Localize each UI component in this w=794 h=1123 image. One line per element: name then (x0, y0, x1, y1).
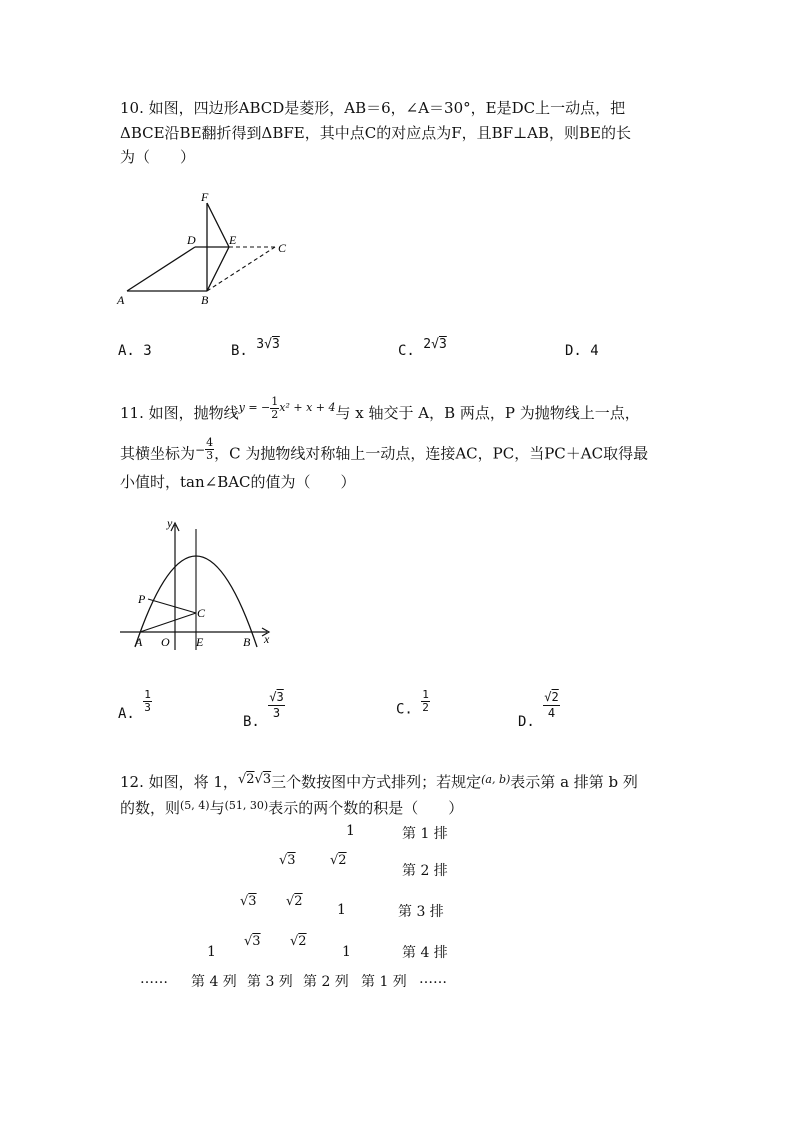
label-C: C (197, 606, 206, 620)
q11-line3: 小值时，tan∠BAC的值为（ ） (120, 473, 356, 491)
q10-line2: ΔBCE沿BE翻折得到ΔBFE，其中点C的对应点为F，且BF⊥AB，则BE的长 (120, 124, 631, 142)
q10-line3: 为（ ） (120, 148, 196, 166)
q11-option-d[interactable]: D. $\frac{√2}{4}$ (518, 690, 559, 730)
row2-sqrt3: √3 (279, 853, 296, 868)
q11-option-b[interactable]: B. $\frac{√3}{3}$ (243, 690, 284, 730)
q11-parabola-figure (115, 515, 280, 655)
row2-sqrt2: √2 (330, 853, 347, 868)
q10-option-b[interactable]: B. 3√3 (231, 337, 280, 359)
q11-option-c[interactable]: C. $\frac{1}{2}$ (396, 688, 429, 718)
col-ellipsis-right: …… (419, 971, 447, 987)
col-2-label: 第 2 列 (303, 974, 349, 990)
q11-line2: 其横坐标为− $\frac{4}{3}$ ，C 为抛物线对称轴上一动点，连接AC，PC，当PC＋AC取得最 (120, 436, 649, 463)
row4-sqrt3: √3 (244, 934, 261, 949)
col-ellipsis-left: …… (140, 971, 168, 987)
label-A: A (117, 293, 125, 307)
row3-one: 1 (337, 902, 346, 918)
row1-one: 1 (346, 823, 355, 839)
label-B: B (243, 635, 251, 649)
q10-option-c[interactable]: C. 2√3 (398, 337, 447, 359)
q12-line2: 的数，则$^{(5, 4)}$与$^{(51, 30)}$表示的两个数的积是（ ） (120, 799, 464, 817)
row4-one-a: 1 (207, 944, 216, 960)
row3-sqrt3: √3 (240, 894, 257, 909)
q10-rhombus-figure (115, 188, 305, 313)
row3-sqrt2: √2 (286, 894, 303, 909)
label-D: D (187, 233, 196, 247)
col-3-label: 第 3 列 (247, 974, 293, 990)
col-4-label: 第 4 列 (191, 974, 237, 990)
q11-option-a[interactable]: A. $\frac{1}{3}$ (118, 688, 151, 722)
label-A: A (135, 635, 143, 649)
row2-label: 第 2 排 (402, 863, 448, 879)
q10-line1: 10. 如图，四边形ABCD是菱形，AB＝6，∠A＝30°，E是DC上一动点，把 (120, 99, 626, 117)
row4-one-b: 1 (342, 944, 351, 960)
label-x: x (264, 632, 270, 646)
q10-option-d[interactable]: D. 4 (565, 343, 599, 359)
row4-label: 第 4 排 (402, 945, 448, 961)
label-E: E (229, 233, 237, 247)
q10-option-a[interactable]: A. 3 (118, 343, 152, 359)
label-P: P (138, 592, 146, 606)
label-C: C (278, 241, 287, 255)
label-F: F (201, 190, 209, 204)
label-y: y (167, 516, 173, 530)
row1-label: 第 1 排 (402, 826, 448, 842)
label-B: B (201, 293, 209, 307)
row3-label: 第 3 排 (398, 904, 444, 920)
label-E: E (196, 635, 204, 649)
q11-line1: 11. 如图，抛物线$^{y = - \frac{1}{2} x^2 + x + 4}$与 x 轴交于 A，B 两点，P 为抛物线上一点， (120, 394, 640, 422)
col-1-label: 第 1 列 (361, 974, 407, 990)
label-O: O (161, 635, 170, 649)
row4-sqrt2: √2 (290, 934, 307, 949)
q12-line1: 12. 如图，将 1，√2√3三个数按图中方式排列；若规定$^{(a, b)}$表示第 a 排第 b 列 (120, 772, 638, 791)
